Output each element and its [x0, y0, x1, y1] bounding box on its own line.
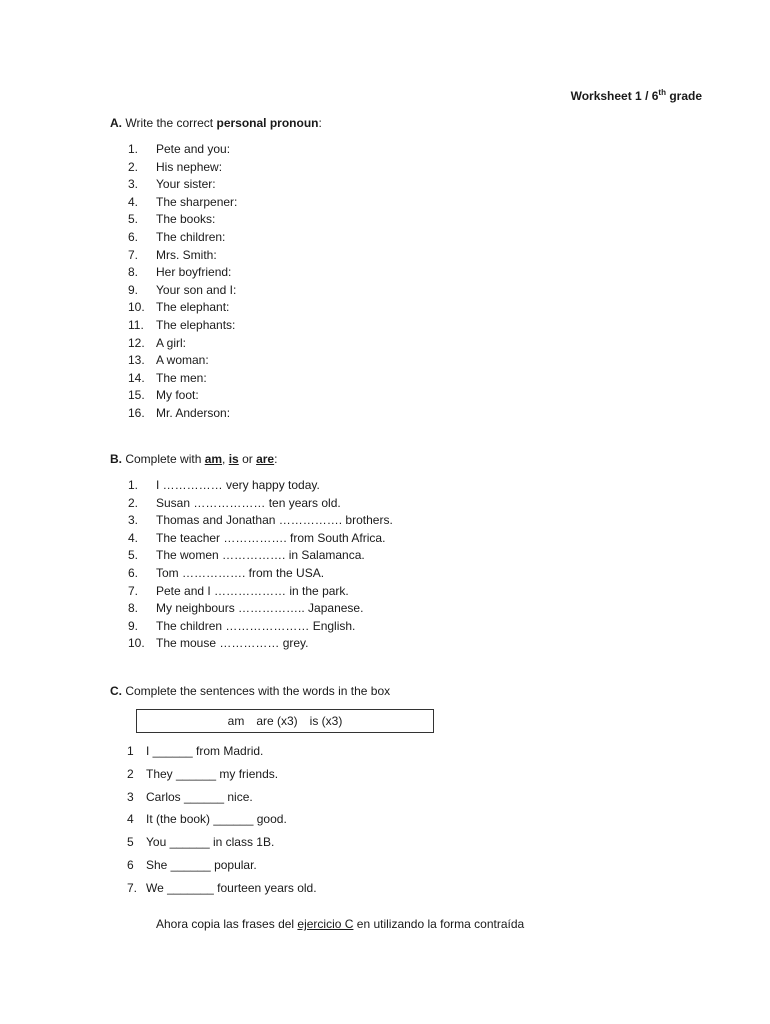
word-box: [136, 709, 434, 733]
item-number: 5.: [128, 548, 139, 563]
item-text: A girl:: [156, 335, 187, 350]
item-text: The women ……………. in Salamanca.: [156, 548, 365, 563]
exercise-c-reference: ejercicio C: [297, 917, 354, 931]
item-number: 13.: [128, 353, 145, 368]
item-text: The children:: [156, 229, 226, 244]
item-number: 5: [127, 835, 134, 850]
item-text: We _______ fourteen years old.: [146, 880, 317, 895]
item-text: It (the book) ______ good.: [146, 812, 287, 827]
item-number: 1.: [128, 142, 139, 156]
item-number: 1: [127, 744, 134, 758]
item-text: The books:: [156, 212, 216, 227]
item-text: Mrs. Smith:: [156, 247, 217, 262]
item-number: 3.: [128, 177, 139, 192]
item-number: 6.: [128, 565, 139, 580]
item-text: I …………… very happy today.: [156, 478, 320, 492]
item-text: Pete and you:: [156, 142, 231, 156]
item-number: 16.: [128, 405, 145, 420]
item-number: 10.: [128, 636, 145, 651]
item-number: 2.: [128, 159, 139, 174]
item-text: The mouse …………… grey.: [156, 636, 309, 651]
item-text: The children ………………… English.: [156, 618, 356, 633]
item-number: 7.: [128, 583, 139, 598]
item-number: 5.: [128, 212, 139, 227]
box-word: is (x3): [309, 714, 343, 728]
section-c-heading: C. Complete the sentences with the words in the box: [110, 684, 391, 698]
section-a-heading: A. Write the correct personal pronoun:: [110, 116, 322, 130]
footer-instruction: Ahora copia las frases del ejercicio C en utilizando la forma contraída: [156, 917, 525, 931]
item-number: 4: [127, 812, 134, 827]
item-number: 4.: [128, 530, 139, 545]
box-word: are (x3): [256, 714, 298, 728]
item-number: 1.: [128, 478, 139, 492]
item-number: 6.: [128, 229, 139, 244]
item-number: 14.: [128, 370, 145, 385]
item-number: 7.: [128, 247, 139, 262]
item-text: The teacher ……………. from South Africa.: [156, 530, 386, 545]
item-number: 6: [127, 857, 134, 872]
item-text: Pete and I ……………… in the park.: [156, 583, 349, 598]
item-number: 4.: [128, 194, 139, 209]
item-text: You ______ in class 1B.: [146, 835, 275, 850]
item-text: Carlos ______ nice.: [146, 789, 253, 804]
item-number: 3.: [128, 513, 139, 528]
item-text: Mr. Anderson:: [156, 405, 231, 420]
item-text: Your son and I:: [156, 282, 237, 297]
item-number: 8.: [128, 265, 139, 280]
item-number: 15.: [128, 388, 145, 403]
item-text: The elephant:: [156, 300, 230, 315]
item-number: 11.: [128, 317, 144, 332]
box-word: am: [227, 714, 245, 728]
item-number: 2.: [128, 495, 139, 510]
item-text: She ______ popular.: [146, 857, 257, 872]
item-text: Your sister:: [156, 177, 216, 192]
item-number: 12.: [128, 335, 145, 350]
item-number: 7.: [127, 880, 138, 895]
section-b-heading: B. Complete with am, is or are:: [110, 452, 278, 466]
item-text: I ______ from Madrid.: [146, 744, 264, 758]
item-text: My neighbours …………….. Japanese.: [156, 601, 364, 616]
item-text: My foot:: [156, 388, 199, 403]
item-text: Her boyfriend:: [156, 265, 232, 280]
item-text: A woman:: [156, 353, 209, 368]
item-text: Thomas and Jonathan ……………. brothers.: [156, 513, 393, 528]
item-number: 2: [127, 766, 134, 781]
item-number: 3: [127, 789, 134, 804]
worksheet-title: Worksheet 1 / 6th grade: [570, 88, 702, 103]
item-text: Tom ……………. from the USA.: [156, 565, 325, 580]
item-text: The elephants:: [156, 317, 236, 332]
item-text: The sharpener:: [156, 194, 238, 209]
item-text: His nephew:: [156, 159, 223, 174]
item-text: Susan ……………… ten years old.: [156, 495, 341, 510]
item-number: 9.: [128, 282, 139, 297]
item-number: 9.: [128, 618, 139, 633]
item-text: They ______ my friends.: [146, 766, 279, 781]
item-number: 8.: [128, 601, 139, 616]
item-number: 10.: [128, 300, 145, 315]
item-text: The men:: [156, 370, 207, 385]
